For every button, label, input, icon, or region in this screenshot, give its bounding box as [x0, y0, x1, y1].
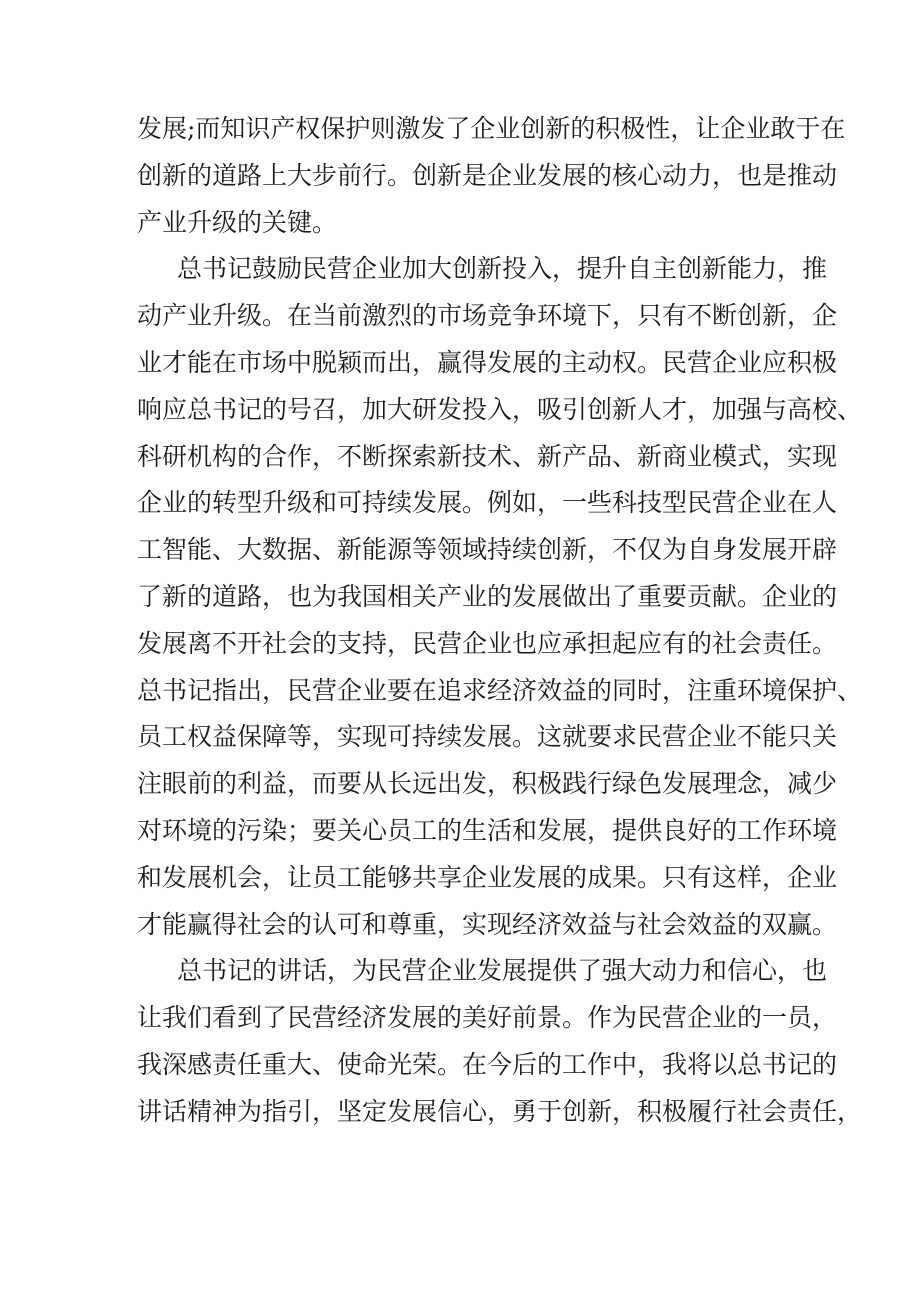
text-line: 响应总书记的号召，加大研发投入，吸引创新人才，加强与高校、: [137, 394, 863, 424]
text-line: 对环境的污染；要关心员工的生活和发展，提供良好的工作环境: [137, 815, 838, 845]
text-line: 动产业升级。在当前激烈的市场竞争环境下，只有不断创新，企: [137, 301, 838, 331]
text-line: 总书记指出，民营企业要在追求经济效益的同时，注重环境保护、: [137, 675, 863, 705]
text-line: 发展;而知识产权保护则激发了企业创新的积极性，让企业敢于在: [137, 114, 846, 143]
text-line: 总书记鼓励民营企业加大创新投入，提升自主创新能力，推: [177, 254, 828, 284]
text-line: 工智能、大数据、新能源等领域持续创新，不仅为自身发展开辟: [137, 535, 838, 565]
text-line: 总书记的讲话，为民营企业发展提供了强大动力和信心，也: [177, 956, 828, 986]
text-line: 让我们看到了民营经济发展的美好前景。作为民营企业的一员，: [137, 1003, 838, 1033]
text-line: 讲话精神为指引，坚定发展信心，勇于创新，积极履行社会责任，: [137, 1096, 863, 1126]
text-line: 员工权益保障等，实现可持续发展。这就要求民营企业不能只关: [137, 722, 838, 752]
text-line: 发展离不开社会的支持，民营企业也应承担起应有的社会责任。: [137, 628, 838, 658]
text-line: 产业升级的关键。: [137, 207, 338, 237]
text-line: 才能赢得社会的认可和尊重，实现经济效益与社会效益的双赢。: [137, 909, 838, 939]
text-line: 了新的道路，也为我国相关产业的发展做出了重要贡献。企业的: [137, 581, 838, 611]
text-line: 注眼前的利益，而要从长远出发，积极践行绿色发展理念，减少: [137, 769, 838, 799]
body-text: [137, 106, 863, 1136]
text-line: 企业的转型升级和可持续发展。例如，一些科技型民营企业在人: [137, 488, 838, 518]
text-line: 创新的道路上大步前行。创新是企业发展的核心动力，也是推动: [137, 160, 838, 190]
text-line: 业才能在市场中脱颖而出，赢得发展的主动权。民营企业应积极: [137, 347, 838, 377]
text-line: 和发展机会，让员工能够共享企业发展的成果。只有这样，企业: [137, 862, 838, 892]
text-line: 科研机构的合作，不断探索新技术、新产品、新商业模式，实现: [137, 441, 838, 471]
text-line: 我深感责任重大、使命光荣。在今后的工作中，我将以总书记的: [137, 1049, 838, 1079]
